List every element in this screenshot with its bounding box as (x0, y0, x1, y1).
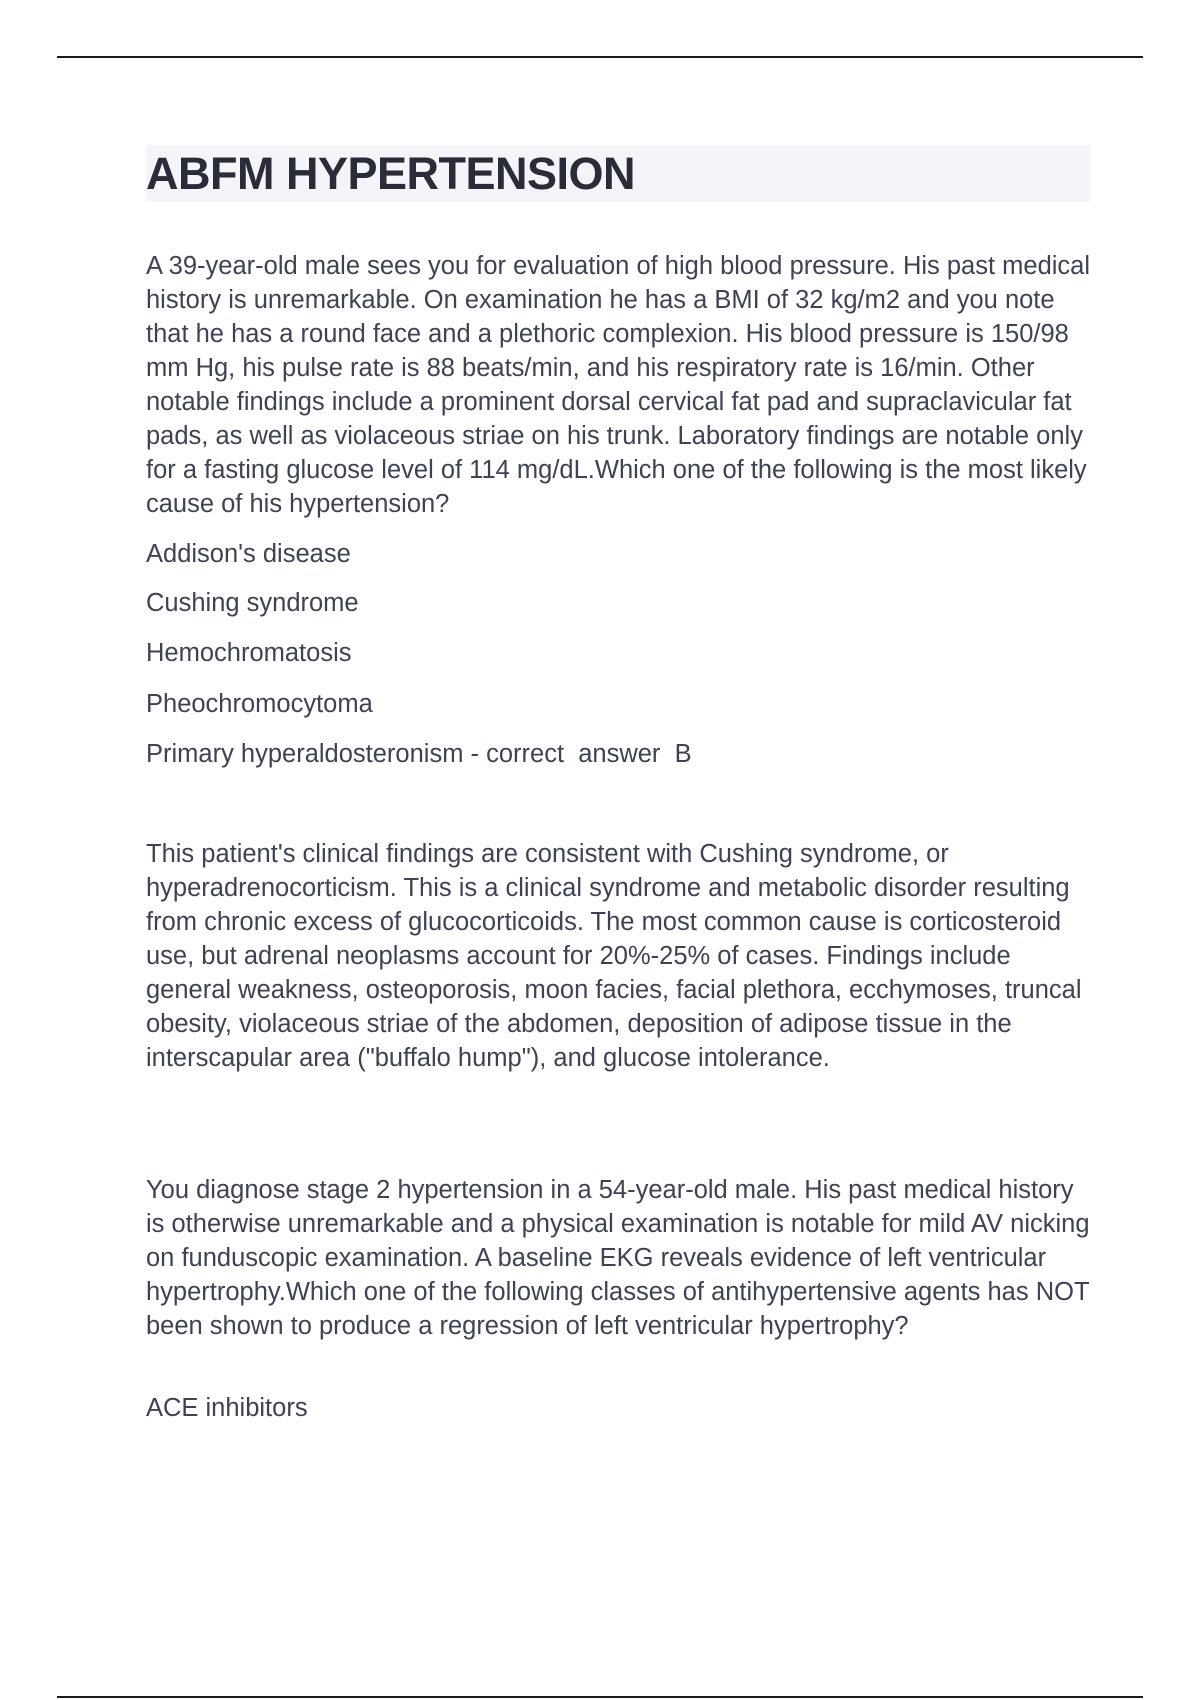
question-1-stem: A 39-year-old male sees you for evaluation of high blood pressure. His past medical history is unremarkable. On examination he has a BMI of 32 kg/m2 and you note that he has a round face and a plethoric complexion. His blood pressure is 150/98 mm Hg, his pulse rate is 88 beats/min, and his respiratory rate is 16/min. Other notable findings include a prominent dorsal cervical fat pad and supraclavicular fat pads, as well as violaceous striae on his trunk. Laboratory findings are notable only for a fasting glucose level of 114 mg/dL.Which one of the following is the most likely cause of his hypertension? (146, 252, 1091, 518)
page-title: ABFM HYPERTENSION (146, 148, 636, 199)
question-1-option-b: Cushing syndrome (146, 589, 359, 617)
question-2-stem: You diagnose stage 2 hypertension in a 54-year-old male. His past medical history is otherwise unremarkable and a physical examination is notable for mild AV nicking on funduscopic examination. A baseline EKG reveals evidence of left ventricular hypertrophy.Which one of the following classes of antihypertensive agents has NOT been shown to produce a regression of left ventricular hypertrophy? (146, 1176, 1090, 1340)
top-rule (57, 56, 1143, 58)
question-1-option-d: Pheochromocytoma (146, 690, 373, 718)
question-1-explanation: This patient's clinical findings are consistent with Cushing syndrome, or hyperadrenocorticism. This is a clinical syndrome and metabolic disorder resulting from chronic excess of glucocorticoids. The most common cause is corticosteroid use, but adrenal neoplasms account for 20%-25% of cases. Findings include general weakness, osteoporosis, moon facies, facial plethora, ecchymoses, truncal obesity, violaceous striae of the abdomen, deposition of adipose tissue in the interscapular area ("buffalo hump"), and glucose intolerance. (146, 840, 1082, 1072)
question-1-option-a: Addison's disease (146, 540, 351, 568)
question-1-option-c: Hemochromatosis (146, 639, 352, 667)
question-1-option-e (146, 737, 692, 771)
question-1-answer: - correct answer B (463, 740, 692, 768)
question-2-option-a: ACE inhibitors (146, 1394, 308, 1422)
question-1-option-e-label: Primary hyperaldosteronism (146, 740, 464, 768)
bottom-rule (57, 1696, 1143, 1698)
